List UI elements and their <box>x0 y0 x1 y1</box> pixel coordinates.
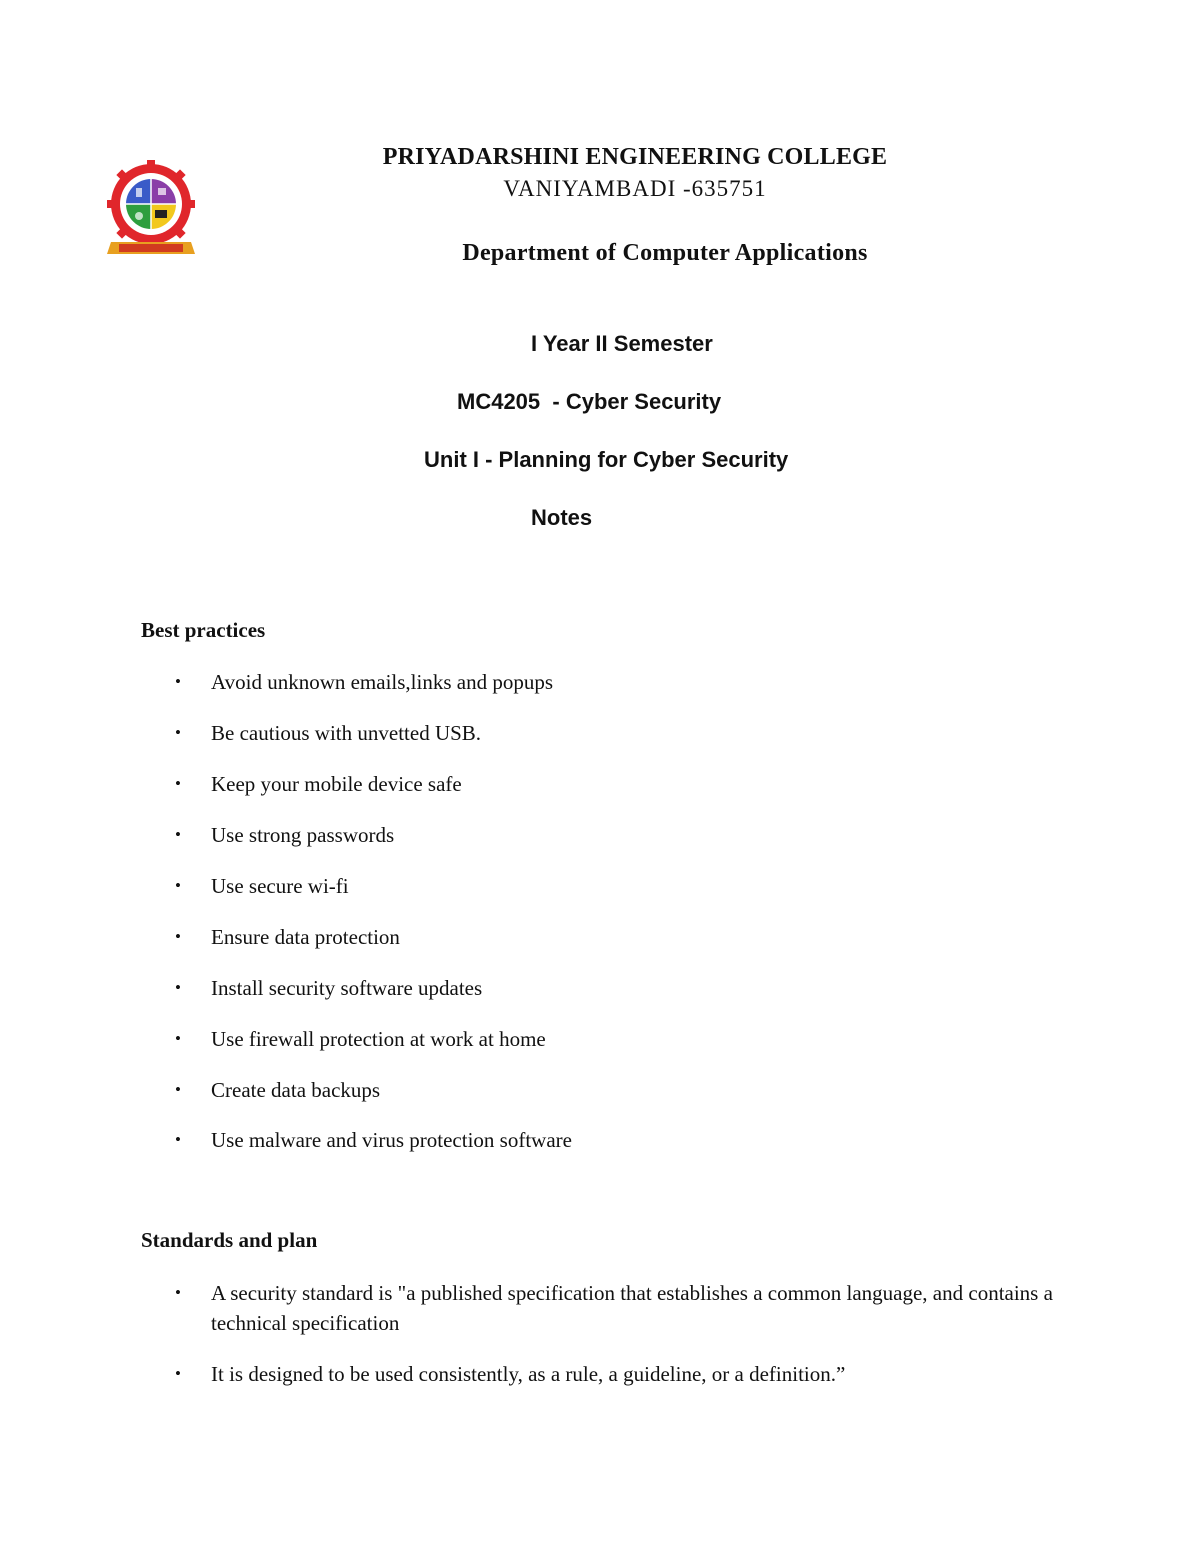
notes-label: Notes <box>531 505 593 530</box>
bullet-icon: • <box>175 1080 181 1099</box>
course-title: MC4205 - Cyber Security <box>457 389 722 414</box>
bullet-icon: • <box>175 1130 181 1149</box>
bullet-icon: • <box>175 723 181 742</box>
college-logo <box>103 158 199 262</box>
bullet-icon: • <box>175 1364 181 1383</box>
bullet-icon: • <box>175 672 181 691</box>
logo-banner <box>107 242 195 254</box>
bullet-icon: • <box>175 876 181 895</box>
section-heading-standards: Standards and plan <box>141 1228 318 1252</box>
unit-title: Unit I - Planning for Cyber Security <box>424 447 789 472</box>
bullet-icon: • <box>175 927 181 946</box>
department-title: Department of Computer Applications <box>462 240 868 266</box>
college-name: PRIYADARSHINI ENGINEERING COLLEGE <box>382 144 888 170</box>
bullet-icon: • <box>175 825 181 844</box>
bullet-icon: • <box>175 978 181 997</box>
section-heading-best-practices: Best practices <box>141 618 266 642</box>
bullet-icon: • <box>175 774 181 793</box>
year-semester: I Year II Semester <box>531 331 713 356</box>
document-page: PRIYADARSHINI ENGINEERING COLLEGE VANIYAMBADI -635751 Department of Computer Applications I Year II Semester MC4205 - Cyber Security Unit I - Planning for Cyber Security Notes Best practices • Avoid unknown emails,links and popups • Be cautious with unvetted USB. • Keep your mobile device safe • Use strong passwords • Use secure wi-fi • Ensure data protection • Install security software updates • Use firewall protection at work at home • Create data backups • Use malware and virus protection software Standards and plan • A security standard is "a published specification that establishes a common language, and contains a technical specification • It is designed to be used consistently, as a rule, a guideline, or a definition.” <box>0 0 1200 1553</box>
bullet-icon: • <box>175 1283 181 1302</box>
logo-quadrants <box>126 179 176 229</box>
college-address: VANIYAMBADI -635751 <box>503 176 767 201</box>
bullet-icon: • <box>175 1029 181 1048</box>
